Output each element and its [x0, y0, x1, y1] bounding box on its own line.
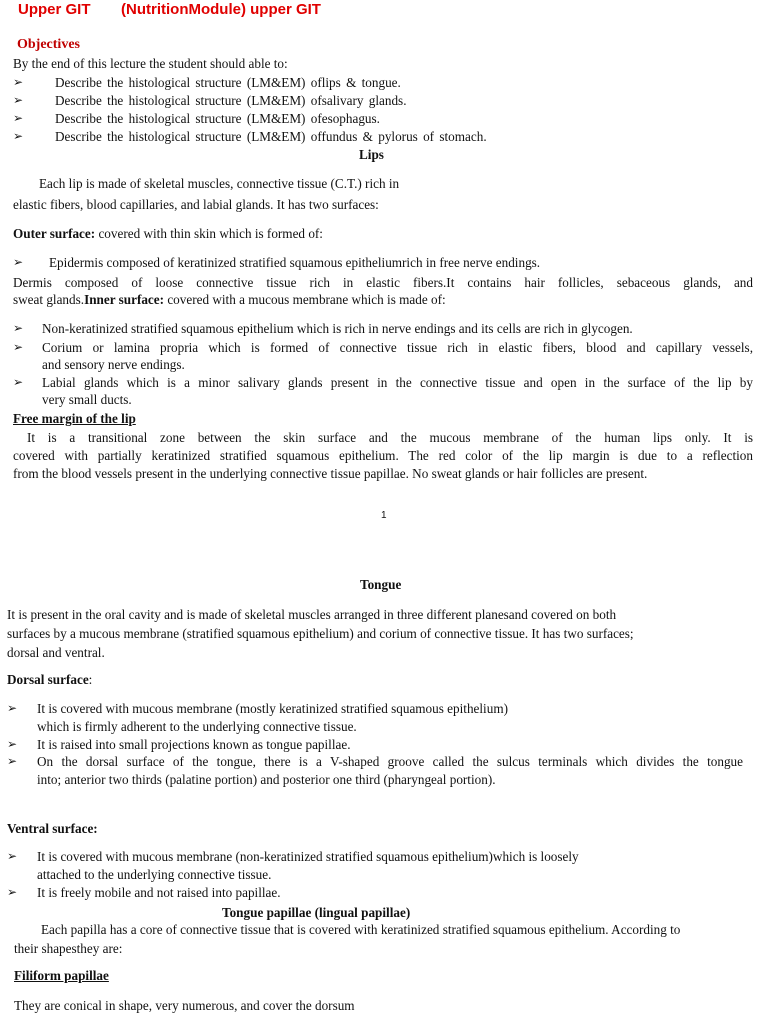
dorsal-item: On the dorsal surface of the tongue, there is a V-shaped groove called the sulcus terminals which divides the tongue [37, 754, 743, 769]
bullet-arrow-icon: ➢ [7, 737, 18, 751]
ventral-item: It is freely mobile and not raised into papillae. [37, 885, 281, 900]
tongue-title: Tongue [360, 577, 402, 592]
lips-paragraph-line: Each lip is made of skeletal muscles, connective tissue (C.T.) rich in [39, 176, 400, 191]
objective-item: Describe the histological structure (LM&EM) ofsalivary glands. [55, 93, 407, 108]
tongue-paragraph-line: It is present in the oral cavity and is made of skeletal muscles arranged in three different planesand covered on both [7, 607, 617, 622]
bullet-arrow-icon: ➢ [13, 129, 24, 143]
dorsal-item-cont: which is firmly adherent to the underlying connective tissue. [37, 719, 357, 734]
objective-item: Describe the histological structure (LM&EM) oflips & tongue. [55, 75, 401, 90]
objectives-intro: By the end of this lecture the student should able to: [13, 56, 288, 71]
bullet-arrow-icon: ➢ [13, 255, 24, 269]
dorsal-surface-heading [7, 672, 92, 688]
ventral-surface-label: Ventral surface: [7, 821, 98, 836]
bullet-arrow-icon: ➢ [13, 340, 24, 354]
tongue-paragraph-line: dorsal and ventral. [7, 645, 105, 660]
free-margin-title: Free margin of the lip [13, 411, 136, 426]
bullet-arrow-icon: ➢ [7, 849, 18, 863]
outer-surface-text: covered with thin skin which is formed of: [95, 226, 323, 241]
bullet-arrow-icon: ➢ [13, 111, 24, 125]
bullet-arrow-icon: ➢ [7, 885, 18, 899]
objective-item: Describe the histological structure (LM&EM) ofesophagus. [55, 111, 380, 126]
bullet-arrow-icon: ➢ [7, 754, 18, 768]
inner-surface-text: covered with a mucous membrane which is made of: [164, 292, 446, 307]
lips-paragraph-line: elastic fibers, blood capillaries, and labial glands. It has two surfaces: [13, 197, 379, 212]
ventral-item: It is covered with mucous membrane (non-keratinized stratified squamous epithelium)which is loosely [37, 849, 579, 864]
papillae-line: Each papilla has a core of connective tissue that is covered with keratinized stratified squamous epithelium. According to [41, 922, 681, 937]
inner-surface-label: Inner surface: [84, 292, 165, 307]
lips-title: Lips [359, 147, 384, 162]
inner-item: Non-keratinized stratified squamous epithelium which is rich in nerve endings and its cells are rich in glycogen. [42, 321, 633, 336]
dorsal-item: It is covered with mucous membrane (mostly keratinized stratified squamous epithelium) [37, 701, 508, 716]
filiform-text: They are conical in shape, very numerous, and cover the dorsum [14, 998, 355, 1013]
inner-item-cont: very small ducts. [42, 392, 132, 407]
free-margin-line: covered with partially keratinized stratified squamous epithelium. The red color of the lip margin is due to a reflection [13, 448, 753, 463]
bullet-arrow-icon: ➢ [13, 93, 24, 107]
epidermis-text: Epidermis composed of keratinized stratified squamous epitheliumrich in free nerve endings. [49, 255, 541, 270]
inner-item: Corium or lamina propria which is formed of connective tissue rich in elastic fibers, blood and capillary vessels, [42, 340, 753, 355]
dorsal-item-cont: into; anterior two thirds (palatine portion) and posterior one third (pharyngeal portion). [37, 772, 496, 787]
header-right: (NutritionModule) upper GIT [121, 1, 321, 18]
outer-surface-label: Outer surface: [13, 226, 96, 241]
objectives-title: Objectives [17, 37, 80, 52]
bullet-arrow-icon: ➢ [13, 75, 24, 89]
outer-surface-line [13, 226, 323, 242]
bullet-arrow-icon: ➢ [13, 375, 24, 389]
tongue-paragraph-line: surfaces by a mucous membrane (stratified squamous epithelium) and corium of connective tissue. It has two surfaces; [7, 626, 634, 641]
dermis-inner-line [13, 292, 446, 308]
papillae-title: Tongue papillae (lingual papillae) [222, 905, 411, 920]
filiform-title: Filiform papillae [14, 968, 109, 983]
dermis-line: Dermis composed of loose connective tissue rich in elastic fibers.It contains hair follicles, sebaceous glands, and [13, 275, 753, 290]
dorsal-colon: : [88, 672, 93, 687]
inner-item-cont: and sensory nerve endings. [42, 357, 185, 372]
free-margin-line: It is a transitional zone between the skin surface and the mucous membrane of the human lips only. It is [27, 430, 753, 445]
bullet-arrow-icon: ➢ [7, 701, 18, 715]
free-margin-line: from the blood vessels present in the underlying connective tissue papillae. No sweat glands or hair follicles are present. [13, 466, 648, 481]
bullet-arrow-icon: ➢ [13, 321, 24, 335]
objective-item: Describe the histological structure (LM&EM) offundus & pylorus of stomach. [55, 129, 487, 144]
ventral-item-cont: attached to the underlying connective tissue. [37, 867, 272, 882]
page-number: 1 [381, 510, 387, 521]
header-left: Upper GIT [18, 1, 91, 18]
inner-item: Labial glands which is a minor salivary glands present in the connective tissue and open in the surface of the lip by [42, 375, 753, 390]
papillae-line: their shapesthey are: [14, 941, 123, 956]
dorsal-surface-label: Dorsal surface [7, 672, 89, 687]
dermis-text-end: sweat glands. [13, 292, 85, 307]
dorsal-item: It is raised into small projections known as tongue papillae. [37, 737, 351, 752]
